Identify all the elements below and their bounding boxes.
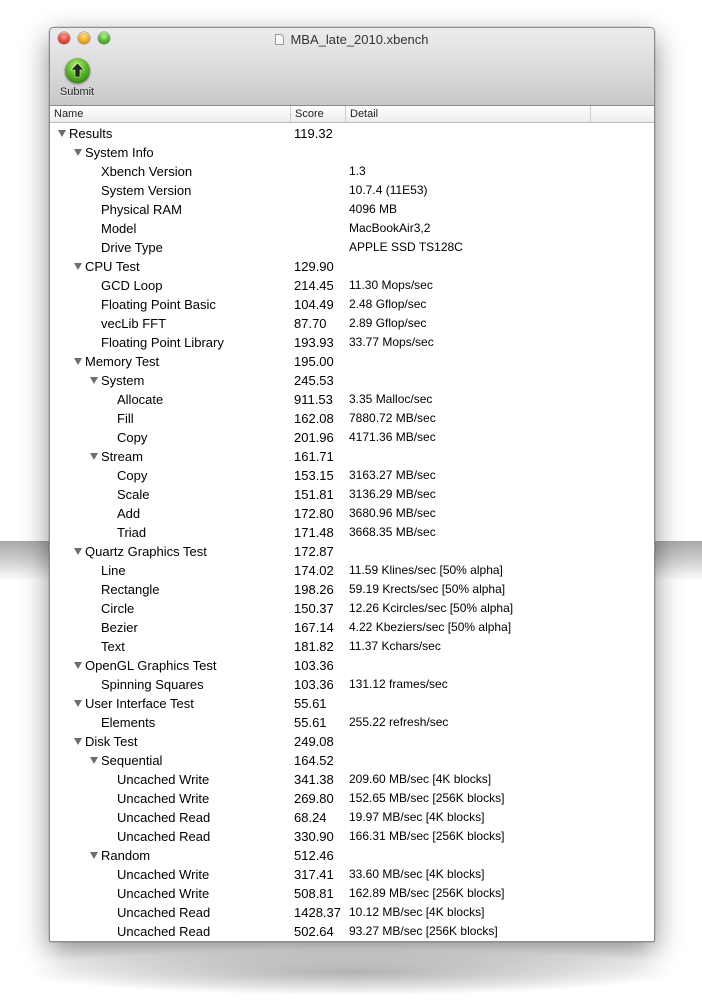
row-name-cell [50,200,342,219]
disclosure-triangle-icon[interactable] [74,738,82,745]
row-score: 911.53 [294,392,333,407]
row-score: 167.14 [294,620,334,635]
row-detail: 152.65 MB/sec [256K blocks] [349,791,505,805]
row-score: 103.36 [294,658,334,673]
row-detail: 10.12 MB/sec [4K blocks] [349,905,485,919]
row-name: Results [69,126,113,141]
row-name: Quartz Graphics Test [85,544,207,559]
table-row[interactable] [50,257,654,276]
row-detail: MacBookAir3,2 [349,221,431,235]
row-detail: 3.35 Malloc/sec [349,392,433,406]
row-score: 104.49 [294,297,334,312]
row-name-cell [50,124,299,143]
row-score: 150.37 [294,601,334,616]
table-row[interactable] [50,238,654,257]
row-name: vecLib FFT [101,316,167,331]
table-row[interactable] [50,789,654,808]
row-name-cell [50,846,331,865]
results-table-header [50,106,654,123]
table-row[interactable] [50,846,654,865]
table-row[interactable] [50,200,654,219]
table-row[interactable] [50,656,654,675]
row-name-cell [50,352,315,371]
row-detail: 11.59 Klines/sec [50% alpha] [349,563,503,577]
row-name-cell [50,542,315,561]
row-name-cell [50,732,315,751]
row-detail: APPLE SSD TS128C [349,240,463,254]
row-name-cell [50,694,315,713]
row-name: Elements [101,715,156,730]
table-row[interactable] [50,352,654,371]
row-detail: 4096 MB [349,202,398,216]
submit-button-label: Submit [59,86,95,98]
row-name: Allocate [117,392,164,407]
row-name-cell [50,656,315,675]
window-shadow [30,950,672,995]
row-name: Copy [117,430,148,445]
row-score: 201.96 [294,430,334,445]
row-score: 171.48 [294,525,334,540]
row-score: 330.90 [294,829,334,844]
row-score: 87.70 [294,316,327,331]
row-name-cell [50,257,315,276]
row-detail: 11.37 Kchars/sec [349,639,441,653]
table-row[interactable] [50,504,654,523]
disclosure-triangle-icon[interactable] [90,453,98,460]
table-row[interactable] [50,371,654,390]
row-score: 55.61 [294,696,327,711]
row-score: 512.46 [294,848,334,863]
row-name: Xbench Version [101,164,193,179]
row-score: 151.81 [294,487,334,502]
row-detail: 162.89 MB/sec [256K blocks] [349,886,505,900]
row-name: Text [101,639,125,654]
table-row[interactable] [50,808,654,827]
table-row[interactable] [50,485,654,504]
row-name: Fill [117,411,134,426]
row-score: 193.93 [294,335,334,350]
row-name: Uncached Write [117,867,210,882]
row-name: System [101,373,145,388]
table-row[interactable] [50,276,654,295]
table-row[interactable] [50,219,654,238]
row-name: Uncached Write [117,886,210,901]
row-score: 172.87 [294,544,334,559]
table-row[interactable] [50,713,654,732]
row-name: OpenGL Graphics Test [85,658,217,673]
column-header-name[interactable]: Name [50,106,291,122]
table-row[interactable] [50,865,654,884]
row-name: CPU Test [85,259,140,274]
row-score: 68.24 [294,810,327,825]
table-row[interactable] [50,124,654,143]
row-name: Floating Point Basic [101,297,216,312]
row-score: 161.71 [294,449,334,464]
row-detail: 7880.72 MB/sec [349,411,436,425]
row-name: Bezier [101,620,138,635]
table-row[interactable] [50,390,654,409]
row-score: 55.61 [294,715,327,730]
row-score: 502.64 [294,924,334,939]
upload-arrow-icon [65,58,90,83]
row-name-cell [50,371,331,390]
row-score: 162.08 [294,411,334,426]
column-header-detail[interactable]: Detail [346,106,591,122]
table-row[interactable] [50,884,654,903]
window-title-area [50,32,654,47]
row-name: Uncached Read [117,905,211,920]
row-detail: 3680.96 MB/sec [349,506,436,520]
table-row[interactable] [50,618,654,637]
row-name: Drive Type [101,240,163,255]
table-row[interactable] [50,770,654,789]
row-detail: 1.3 [349,164,366,178]
row-score: 181.82 [294,639,334,654]
row-detail: 3136.29 MB/sec [349,487,436,501]
table-row[interactable] [50,922,654,941]
row-name: Uncached Write [117,791,210,806]
row-name: Scale [117,487,150,502]
row-name: Line [101,563,126,578]
row-name: System Version [101,183,192,198]
row-name: Memory Test [85,354,160,369]
table-row[interactable] [50,295,654,314]
row-score: 119.32 [294,126,333,141]
table-row[interactable] [50,162,654,181]
table-row[interactable] [50,561,654,580]
table-row[interactable] [50,181,654,200]
row-detail: 19.97 MB/sec [4K blocks] [349,810,485,824]
row-name: Physical RAM [101,202,182,217]
disclosure-triangle-icon[interactable] [90,757,98,764]
row-score: 153.15 [294,468,334,483]
disclosure-triangle-icon[interactable] [58,130,66,137]
disclosure-triangle-icon[interactable] [74,358,82,365]
row-name: Add [117,506,141,521]
row-detail: 59.19 Krects/sec [50% alpha] [349,582,506,596]
row-detail: 93.27 MB/sec [256K blocks] [349,924,498,938]
row-score: 245.53 [294,373,334,388]
row-detail: 2.48 Gflop/sec [349,297,427,311]
row-name-cell [50,181,342,200]
row-name: Floating Point Library [101,335,224,350]
row-detail: 10.7.4 (11E53) [349,183,428,197]
row-detail: 3668.35 MB/sec [349,525,436,539]
row-score: 269.80 [294,791,334,806]
column-header-score[interactable]: Score [291,106,346,122]
row-name: Uncached Write [117,772,210,787]
row-detail: 2.89 Gflop/sec [349,316,427,330]
table-row[interactable] [50,333,654,352]
row-score: 249.08 [294,734,334,749]
disclosure-triangle-icon[interactable] [74,263,82,270]
row-score: 129.90 [294,259,334,274]
row-name: Circle [101,601,135,616]
row-name-cell [50,219,342,238]
row-score: 317.41 [294,867,334,882]
row-detail: 255.22 refresh/sec [349,715,449,729]
row-name: Uncached Read [117,924,211,939]
row-detail: 33.77 Mops/sec [349,335,434,349]
row-detail: 166.31 MB/sec [256K blocks] [349,829,505,843]
row-score: 195.00 [294,354,334,369]
row-name: GCD Loop [101,278,163,293]
table-row[interactable] [50,732,654,751]
disclosure-triangle-icon[interactable] [74,548,82,555]
row-score: 1428.37 [294,905,341,920]
row-score: 172.80 [294,506,334,521]
row-name: Stream [101,449,143,464]
row-detail: 209.60 MB/sec [4K blocks] [349,772,492,786]
table-row[interactable] [50,580,654,599]
row-detail: 4171.36 MB/sec [349,430,436,444]
table-row[interactable] [50,599,654,618]
disclosure-triangle-icon[interactable] [90,852,98,859]
disclosure-triangle-icon[interactable] [74,700,82,707]
row-name: Uncached Read [117,829,211,844]
table-row[interactable] [50,409,654,428]
table-row[interactable] [50,903,654,922]
row-name-cell [50,447,331,466]
title-bar [50,28,654,106]
document-proxy-icon[interactable] [275,34,284,45]
results-outline[interactable] [50,123,654,941]
row-name: Model [101,221,137,236]
table-row[interactable] [50,143,654,162]
xbench-document-window [49,27,655,942]
row-name: User Interface Test [85,696,194,711]
row-name-cell [50,751,331,770]
row-score: 198.26 [294,582,334,597]
row-detail: 131.12 frames/sec [349,677,448,691]
table-row[interactable] [50,637,654,656]
table-row[interactable] [50,314,654,333]
row-detail: 3163.27 MB/sec [349,468,436,482]
row-name-cell [50,162,342,181]
row-name: Uncached Read [117,810,211,825]
row-score: 341.38 [294,772,334,787]
row-name: Copy [117,468,148,483]
table-row[interactable] [50,542,654,561]
row-score: 164.52 [294,753,334,768]
table-row[interactable] [50,751,654,770]
row-score: 508.81 [294,886,334,901]
row-name-cell [50,238,342,257]
table-row[interactable] [50,447,654,466]
row-detail: 12.26 Kcircles/sec [50% alpha] [349,601,514,615]
row-score: 103.36 [294,677,334,692]
submit-button[interactable] [57,58,97,98]
row-name: Spinning Squares [101,677,204,692]
disclosure-triangle-icon[interactable] [90,377,98,384]
row-name-cell [50,143,315,162]
table-row[interactable] [50,827,654,846]
row-name: Random [101,848,151,863]
table-row[interactable] [50,466,654,485]
window-title: MBA_late_2010.xbench [290,32,429,47]
disclosure-triangle-icon[interactable] [74,149,82,156]
row-detail: 33.60 MB/sec [4K blocks] [349,867,485,881]
row-detail: 4.22 Kbeziers/sec [50% alpha] [349,620,512,634]
table-row[interactable] [50,694,654,713]
row-detail: 11.30 Mops/sec [349,278,433,292]
table-row[interactable] [50,523,654,542]
row-name: Disk Test [85,734,138,749]
table-row[interactable] [50,675,654,694]
table-row[interactable] [50,428,654,447]
disclosure-triangle-icon[interactable] [74,662,82,669]
row-score: 174.02 [294,563,334,578]
row-name: Sequential [101,753,163,768]
row-name: System Info [85,145,154,160]
row-name: Triad [117,525,147,540]
row-score: 214.45 [294,278,334,293]
row-name: Rectangle [101,582,160,597]
